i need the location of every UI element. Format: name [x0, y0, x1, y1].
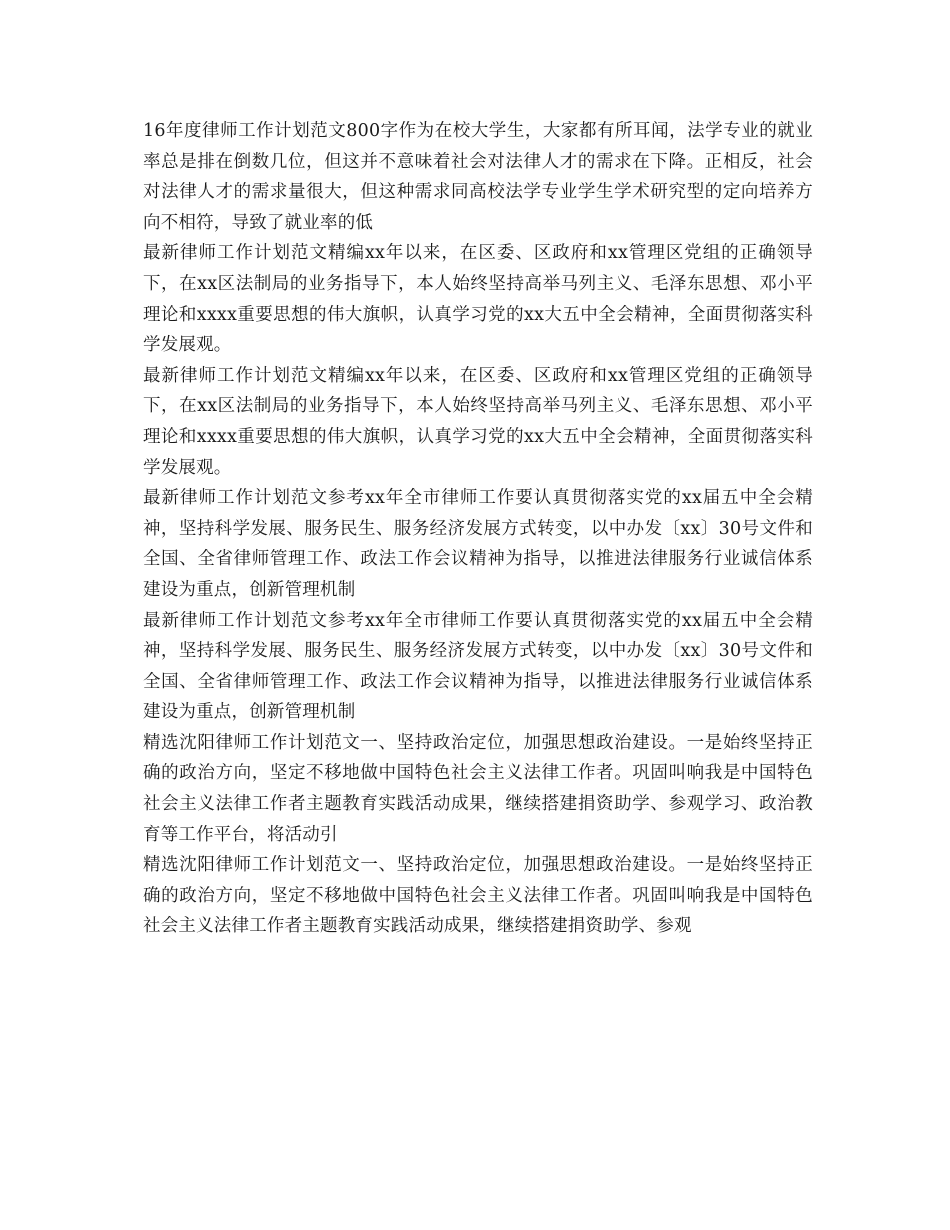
paragraph-reference-plan-1: 最新律师工作计划范文参考xx年全市律师工作要认真贯彻落实党的xx届五中全会精神，坚持科学发展、服务民生、服务经济发展方式转变，以中办发〔xx〕30号文件和全国、全省律师管理工作、政法工作会议精神为指导，以推进法律服务行业诚信体系建设为重点，创新管理机制: [143, 488, 813, 600]
document-body: [143, 116, 813, 942]
paragraph-shenyang-plan-2: 精选沈阳律师工作计划范文一、坚持政治定位，加强思想政治建设。一是始终坚持正确的政治方向，坚定不移地做中国特色社会主义法律工作者。巩固叫响我是中国特色社会主义法律工作者主题教育实践活动成果，继续搭建捐资助学、参观: [143, 855, 813, 937]
paragraph-reference-plan-2: 最新律师工作计划范文参考xx年全市律师工作要认真贯彻落实党的xx届五中全会精神，坚持科学发展、服务民生、服务经济发展方式转变，以中办发〔xx〕30号文件和全国、全省律师管理工作、政法工作会议精神为指导，以推进法律服务行业诚信体系建设为重点，创新管理机制: [143, 610, 813, 723]
paragraph-intro: 16年度律师工作计划范文800字作为在校大学生，大家都有所耳闻，法学专业的就业率总是排在倒数几位，但这并不意味着社会对法律人才的需求在下降。正相反，社会对法律人才的需求量很大，但这种需求同高校法学专业学生学术研究型的定向培养方向不相符，导致了就业率的低: [143, 121, 813, 233]
paragraph-latest-plan-2: 最新律师工作计划范文精编xx年以来，在区委、区政府和xx管理区党组的正确领导下，在xx区法制局的业务指导下，本人始终坚持高举马列主义、毛泽东思想、邓小平理论和xxxx重要思想的伟大旗帜，认真学习党的xx大五中全会精神，全面贯彻落实科学发展观。: [143, 365, 813, 478]
paragraph-latest-plan-1: 最新律师工作计划范文精编xx年以来，在区委、区政府和xx管理区党组的正确领导下，在xx区法制局的业务指导下，本人始终坚持高举马列主义、毛泽东思想、邓小平理论和xxxx重要思想的伟大旗帜，认真学习党的xx大五中全会精神，全面贯彻落实科学发展观。: [143, 243, 813, 356]
paragraph-shenyang-plan-1: 精选沈阳律师工作计划范文一、坚持政治定位，加强思想政治建设。一是始终坚持正确的政治方向，坚定不移地做中国特色社会主义法律工作者。巩固叫响我是中国特色社会主义法律工作者主题教育实践活动成果，继续搭建捐资助学、参观学习、政治教育等工作平台，将活动引: [143, 732, 813, 845]
